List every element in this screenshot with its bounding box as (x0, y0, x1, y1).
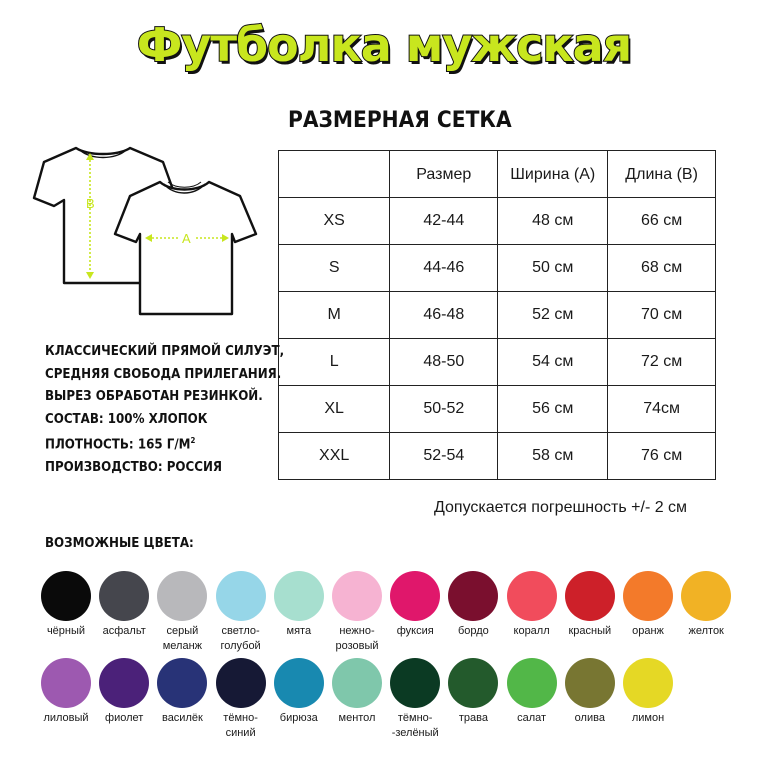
color-dot (565, 571, 615, 621)
description-line: ПРОИЗВОДСТВО: РОССИЯ (45, 459, 223, 475)
color-label: бирюза (279, 712, 318, 724)
table-cell: 76 см (608, 433, 716, 480)
table-header-cell: Ширина (А) (498, 151, 608, 198)
table-cell: 48-50 (390, 339, 498, 386)
table-cell: 58 см (498, 433, 608, 480)
color-swatch (677, 571, 735, 639)
color-label: тёмно- -зелёный (391, 712, 439, 739)
table-header-row (279, 151, 716, 198)
table-cell: 42-44 (390, 198, 498, 245)
color-swatch (328, 658, 386, 726)
description-line: ВЫРЕЗ ОБРАБОТАН РЕЗИНКОЙ. (45, 388, 263, 404)
color-dot (157, 571, 207, 621)
color-label: салат (517, 712, 547, 724)
color-label: олива (574, 712, 605, 724)
color-swatch (328, 571, 386, 654)
table-cell: 52-54 (390, 433, 498, 480)
color-dot (41, 571, 91, 621)
color-label: серый меланж (162, 625, 203, 652)
color-label: фуксия (396, 625, 434, 637)
table-row (279, 433, 716, 480)
color-dot (623, 658, 673, 708)
table-cell: L (279, 339, 390, 386)
table-cell: 50 см (498, 245, 608, 292)
color-swatch (561, 571, 619, 639)
tolerance-note: Допускается погрешность +/- 2 см (434, 499, 688, 516)
description-line: СРЕДНЯЯ СВОБОДА ПРИЛЕГАНИЯ. (45, 365, 282, 382)
description-line (45, 430, 284, 456)
colors-title: ВОЗМОЖНЫЕ ЦВЕТА: (45, 535, 194, 551)
table-cell: 74см (608, 386, 716, 433)
table-cell: 72 см (608, 339, 716, 386)
table-row (279, 245, 716, 292)
color-swatch (503, 658, 561, 726)
color-dot (332, 658, 382, 708)
color-dot (390, 571, 440, 621)
color-dot (216, 658, 266, 708)
color-dot (274, 571, 324, 621)
color-dot (507, 571, 557, 621)
color-label: фиолет (105, 712, 144, 724)
table-cell: XXL (279, 433, 390, 480)
color-swatch (561, 658, 619, 726)
table-cell: M (279, 292, 390, 339)
description-line: КЛАССИЧЕСКИЙ ПРЯМОЙ СИЛУЭТ, (45, 343, 285, 359)
table-row (279, 386, 716, 433)
table-cell: 56 см (498, 386, 608, 433)
color-label: нежно- розовый (335, 625, 379, 652)
color-dot (99, 571, 149, 621)
color-label: лимон (631, 712, 665, 724)
table-cell: 44-46 (390, 245, 498, 292)
color-label: лиловый (43, 712, 89, 724)
color-dot (274, 658, 324, 708)
color-swatch (37, 571, 95, 639)
color-swatch (153, 658, 211, 726)
color-swatch (95, 658, 153, 726)
color-swatch (153, 571, 211, 654)
color-dot (681, 571, 731, 621)
size-chart-title: РАЗМЕРНАЯ СЕТКА (288, 108, 512, 133)
tshirt-diagram (28, 138, 278, 323)
color-swatch (444, 571, 502, 639)
color-swatch (270, 658, 328, 726)
color-label: ментол (338, 712, 376, 724)
color-swatch (619, 571, 677, 639)
color-swatch (619, 658, 677, 726)
table-cell: 48 см (498, 198, 608, 245)
color-swatch (386, 571, 444, 639)
table-cell: XL (279, 386, 390, 433)
table-cell: 68 см (608, 245, 716, 292)
color-dot (332, 571, 382, 621)
table-cell: 66 см (608, 198, 716, 245)
color-dot (623, 571, 673, 621)
color-dot (390, 658, 440, 708)
table-row (279, 292, 716, 339)
table-row (279, 198, 716, 245)
color-label: желток (688, 625, 724, 637)
table-header-cell: Длина (В) (608, 151, 716, 198)
color-dot (448, 658, 498, 708)
page-title: Футболка мужская (136, 18, 632, 72)
color-swatch (270, 571, 328, 639)
color-dot (157, 658, 207, 708)
color-label: василёк (161, 712, 203, 724)
color-swatch (212, 658, 270, 741)
size-table (278, 150, 716, 480)
table-header-cell (279, 151, 390, 198)
color-label: тёмно- синий (223, 712, 258, 739)
color-label: красный (568, 625, 612, 637)
table-cell: 54 см (498, 339, 608, 386)
color-swatch (444, 658, 502, 726)
table-cell: 46-48 (390, 292, 498, 339)
color-label: светло- голубой (220, 625, 261, 652)
table-header-cell: Размер (390, 151, 498, 198)
table-row (279, 339, 716, 386)
color-dot (216, 571, 266, 621)
color-swatch (37, 658, 95, 726)
color-swatch (503, 571, 561, 639)
color-dot (507, 658, 557, 708)
density-superscript: 2 (190, 436, 196, 445)
color-swatch (212, 571, 270, 654)
description-line: СОСТАВ: 100% ХЛОПОК (45, 410, 208, 427)
measure-b-label: B (86, 196, 95, 211)
color-label: оранж (632, 625, 664, 637)
color-label: асфальт (102, 625, 146, 637)
product-description (45, 340, 284, 479)
color-dot (41, 658, 91, 708)
table-cell: 52 см (498, 292, 608, 339)
color-label: трава (458, 712, 488, 724)
color-dot (99, 658, 149, 708)
color-label: мята (286, 625, 312, 637)
color-label: чёрный (46, 625, 86, 637)
density-text: ПЛОТНОСТЬ: 165 Г/М (45, 436, 191, 453)
color-dot (448, 571, 498, 621)
color-label: коралл (513, 625, 550, 637)
table-cell: S (279, 245, 390, 292)
table-cell: 70 см (608, 292, 716, 339)
color-dot (565, 658, 615, 708)
color-label: бордо (457, 625, 489, 637)
table-cell: 50-52 (390, 386, 498, 433)
color-swatch (386, 658, 444, 741)
table-cell: XS (279, 198, 390, 245)
color-swatch (95, 571, 153, 639)
measure-a-label: A (182, 231, 191, 246)
